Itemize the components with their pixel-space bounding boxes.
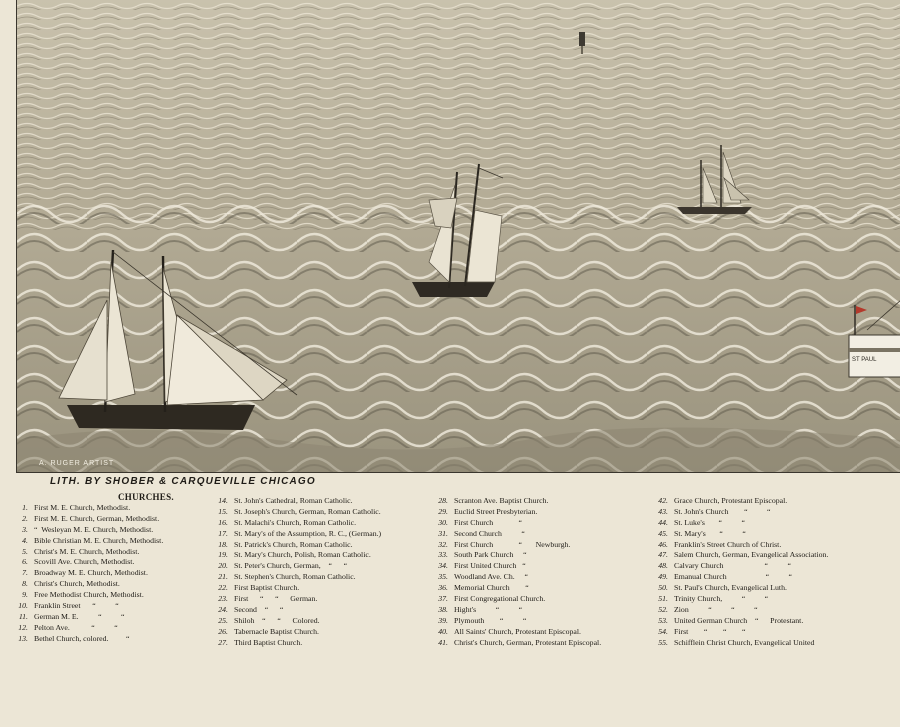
legend-entry: [210, 507, 381, 518]
legend-entry: [430, 496, 601, 507]
legend-entry-number: 44.: [658, 517, 668, 527]
legend-entry-number: 9.: [22, 590, 28, 600]
artist-credit: A. RUGER ARTIST: [39, 460, 115, 467]
legend-entry-name: St. John's Church “ “: [674, 506, 771, 516]
legend-entry-number: 19.: [218, 550, 228, 560]
legend-entry-name: Zion “ “ “: [674, 604, 758, 614]
legend-entry: [10, 601, 163, 612]
legend-entry-name: Broadway M. E. Church, Methodist.: [34, 568, 148, 578]
legend-entry: [430, 583, 601, 594]
legend-entry-name: Shiloh “ “ Colored.: [234, 615, 320, 625]
legend-entry-name: St. Mary's of the Assumption, R. C., (German.): [234, 528, 382, 538]
legend-entry-name: Second “ “: [234, 604, 284, 614]
legend-entry-number: 16.: [218, 517, 228, 527]
legend-entry: [650, 594, 828, 605]
legend-entry-name: Tabernacle Baptist Church.: [234, 626, 319, 636]
legend-entry-number: 49.: [658, 572, 668, 582]
legend-entry-number: 51.: [658, 594, 668, 604]
legend-entry: [10, 536, 163, 547]
legend-entry-number: 4.: [22, 535, 28, 545]
legend-entry-name: First M. E. Church, Methodist.: [34, 503, 131, 512]
legend-column-1: [10, 503, 163, 645]
legend-entry-number: 42.: [658, 496, 668, 505]
legend-entry: [210, 638, 381, 649]
legend-entry-name: Euclid Street Presbyterian.: [454, 506, 538, 516]
legend-entry: [10, 612, 163, 623]
legend-entry-number: 22.: [218, 583, 228, 593]
legend-entry-name: Franklin Street “ “: [34, 601, 119, 611]
legend-entry-number: 46.: [658, 539, 668, 549]
legend-entry-number: 28.: [438, 496, 448, 505]
legend-entry-name: Plymouth “ “: [454, 615, 527, 625]
legend-column-3: [430, 496, 601, 648]
legend-entry: [210, 594, 381, 605]
legend-entry: [430, 627, 601, 638]
legend-entry: [210, 627, 381, 638]
legend-entry-name: St. Mary's “ “: [674, 528, 746, 538]
legend-entry-number: 2.: [22, 513, 28, 523]
legend-entry-number: 7.: [22, 568, 28, 578]
legend-entry-name: South Park Church “: [454, 550, 527, 560]
legend-entry: [430, 540, 601, 551]
legend-entry-number: 23.: [218, 594, 228, 604]
legend-entry-name: Third Baptist Church.: [234, 637, 303, 647]
legend-entry: [10, 525, 163, 536]
legend-entry-number: 8.: [22, 579, 28, 589]
legend-entry-name: Free Methodist Church, Methodist.: [34, 590, 144, 600]
legend-entry-name: St. Peter's Church, German, “ “: [234, 561, 348, 571]
legend-entry: [430, 638, 601, 649]
legend-entry-name: German M. E. “ “: [34, 611, 125, 621]
legend-entry: [210, 561, 381, 572]
legend-entry-name: First United Church “: [454, 561, 526, 571]
legend-entry-name: All Saints' Church, Protestant Episcopal.: [454, 626, 582, 636]
legend-entry-number: 52.: [658, 604, 668, 614]
legend-entry: [10, 503, 163, 514]
legend-entry-name: St. Stephen's Church, Roman Catholic.: [234, 572, 356, 582]
legend-entry: [10, 634, 163, 645]
legend-entry-number: 3.: [22, 524, 28, 534]
legend-entry: [210, 518, 381, 529]
legend-entry-number: 25.: [218, 615, 228, 625]
legend-entry-name: St. John's Cathedral, Roman Catholic.: [234, 496, 353, 505]
legend-entry-number: 33.: [438, 550, 448, 560]
legend-entry-name: St. Paul's Church, Evangelical Luth.: [674, 583, 787, 593]
legend-entry-name: United German Church “ Protestant.: [674, 615, 804, 625]
legend-entry: [10, 579, 163, 590]
legend-entry-number: 15.: [218, 506, 228, 516]
legend-entry-number: 26.: [218, 626, 228, 636]
legend-entry-number: 43.: [658, 506, 668, 516]
legend-entry-name: St. Joseph's Church, German, Roman Catholic.: [234, 506, 381, 516]
legend-entry-number: 24.: [218, 604, 228, 614]
legend-entry-number: 5.: [22, 546, 28, 556]
legend-entry: [650, 616, 828, 627]
legend-entry: [210, 616, 381, 627]
legend-entry: [650, 572, 828, 583]
legend-entry: [210, 540, 381, 551]
lake-scene: [16, 0, 900, 473]
legend-entry: [650, 550, 828, 561]
legend-entry: [210, 529, 381, 540]
legend-entry-number: 34.: [438, 561, 448, 571]
legend-entry-number: 11.: [18, 611, 28, 621]
legend-entry-name: St. Patrick's Church, Roman Catholic.: [234, 539, 353, 549]
legend-entry: [430, 550, 601, 561]
legend-entry-name: Salem Church, German, Evangelical Association.: [674, 550, 829, 560]
legend-entry-number: 31.: [438, 528, 448, 538]
legend-entry-number: 37.: [438, 594, 448, 604]
legend-entry: [430, 518, 601, 529]
legend-entry: [10, 590, 163, 601]
legend-entry-name: Woodland Ave. Ch. “: [454, 572, 528, 582]
legend-entry-name: “ Wesleyan M. E. Church, Methodist.: [34, 524, 154, 534]
legend-entry-name: Emanual Church “ “: [674, 572, 793, 582]
legend-entry-name: Second Church “: [454, 528, 525, 538]
legend-entry: [650, 638, 828, 649]
legend-entry-number: 55.: [658, 637, 668, 647]
legend-entry-number: 30.: [438, 517, 448, 527]
legend-entry-number: 10.: [18, 601, 28, 611]
legend-entry-name: Calvary Church “ “: [674, 561, 791, 571]
legend-heading: CHURCHES.: [118, 492, 174, 502]
legend-entry: [210, 583, 381, 594]
legend-entry: [10, 547, 163, 558]
legend-entry: [430, 594, 601, 605]
legend-entry-name: First “ “ German.: [234, 594, 318, 604]
legend-entry: [210, 605, 381, 616]
legend-entry-name: St. Luke's “ “: [674, 517, 745, 527]
legend-entry: [430, 572, 601, 583]
legend-column-4: [650, 496, 828, 648]
legend-entry-number: 21.: [218, 572, 228, 582]
legend-entry-number: 39.: [438, 615, 448, 625]
legend-entry-name: Christ's M. E. Church, Methodist.: [34, 546, 140, 556]
legend-entry-name: Scranton Ave. Baptist Church.: [454, 496, 549, 505]
legend-entry-number: 32.: [438, 539, 448, 549]
legend-entry-name: First Church “: [454, 517, 523, 527]
legend-entry: [650, 561, 828, 572]
legend-entry-name: First “ “ “: [674, 626, 746, 636]
legend-entry: [10, 514, 163, 525]
legend-entry-name: Christ's Church, Methodist.: [34, 579, 120, 589]
legend-entry-number: 40.: [438, 626, 448, 636]
legend-entry: [650, 518, 828, 529]
steamer-label: ST PAUL: [852, 357, 877, 363]
distant-ripples: [17, 0, 900, 230]
legend-entry-number: 6.: [22, 557, 28, 567]
legend-entry-name: Trinity Church, “ “: [674, 594, 769, 604]
legend-entry: [430, 616, 601, 627]
legend-entry-name: Schifflein Christ Church, Evangelical United: [674, 637, 815, 647]
legend-entry-name: First Baptist Church.: [234, 583, 300, 593]
lithographer-credit: LITH. BY SHOBER & CARQUEVILLE CHICAGO: [50, 476, 316, 487]
legend-entry: [10, 568, 163, 579]
legend-entry-number: 13.: [18, 633, 28, 643]
legend-entry: [650, 529, 828, 540]
legend-entry-name: Grace Church, Protestant Episcopal.: [674, 496, 788, 505]
legend-entry-name: Hight's “ “: [454, 604, 523, 614]
legend-entry-number: 48.: [658, 561, 668, 571]
legend-entry-name: St. Mary's Church, Polish, Roman Catholic.: [234, 550, 371, 560]
legend-entry: [10, 557, 163, 568]
legend-entry-name: Bible Christian M. E. Church, Methodist.: [34, 535, 164, 545]
legend-entry: [650, 496, 828, 507]
legend-entry: [650, 583, 828, 594]
legend-entry-number: 54.: [658, 626, 668, 636]
legend-entry-number: 14.: [218, 496, 228, 505]
legend-entry-number: 47.: [658, 550, 668, 560]
legend-entry-number: 29.: [438, 506, 448, 516]
legend-entry-name: First Church “ Newburgh.: [454, 539, 571, 549]
legend-entry-number: 27.: [218, 637, 228, 647]
legend-entry: [650, 540, 828, 551]
legend-entry: [650, 627, 828, 638]
legend-entry-name: St. Malachi's Church, Roman Catholic.: [234, 517, 357, 527]
legend-entry-number: 53.: [658, 615, 668, 625]
legend-entry: [430, 507, 601, 518]
legend-entry-number: 20.: [218, 561, 228, 571]
legend-entry-number: 1.: [22, 503, 28, 512]
legend-entry-number: 41.: [438, 637, 448, 647]
legend-entry-number: 36.: [438, 583, 448, 593]
legend-entry-number: 35.: [438, 572, 448, 582]
legend-entry-number: 45.: [658, 528, 668, 538]
legend-entry-name: Christ's Church, German, Protestant Episcopal.: [454, 637, 602, 647]
legend-entry: [210, 550, 381, 561]
legend-entry-number: 50.: [658, 583, 668, 593]
legend-entry-name: Franklin's Street Church of Christ.: [674, 539, 782, 549]
legend-column-2: [210, 496, 381, 648]
legend-entry: [430, 561, 601, 572]
legend-entry-name: Memorial Church “: [454, 583, 529, 593]
legend-entry: [430, 605, 601, 616]
legend-entry: [10, 623, 163, 634]
legend-entry: [650, 605, 828, 616]
legend-entry-number: 18.: [218, 539, 228, 549]
legend-entry-name: First Congregational Church.: [454, 594, 546, 604]
legend-entry: [430, 529, 601, 540]
legend-entry: [210, 496, 381, 507]
legend-entry: [650, 507, 828, 518]
legend-entry-name: Pelton Ave. “ “: [34, 622, 118, 632]
legend-entry-name: Bethel Church, colored. “: [34, 633, 130, 643]
legend-entry-name: Scovill Ave. Church, Methodist.: [34, 557, 135, 567]
legend-entry-number: 12.: [18, 622, 28, 632]
legend-entry-name: First M. E. Church, German, Methodist.: [34, 513, 160, 523]
lake-illustration: [17, 0, 900, 472]
legend-entry-number: 17.: [218, 528, 228, 538]
legend-entry-number: 38.: [438, 604, 448, 614]
legend-entry: [210, 572, 381, 583]
